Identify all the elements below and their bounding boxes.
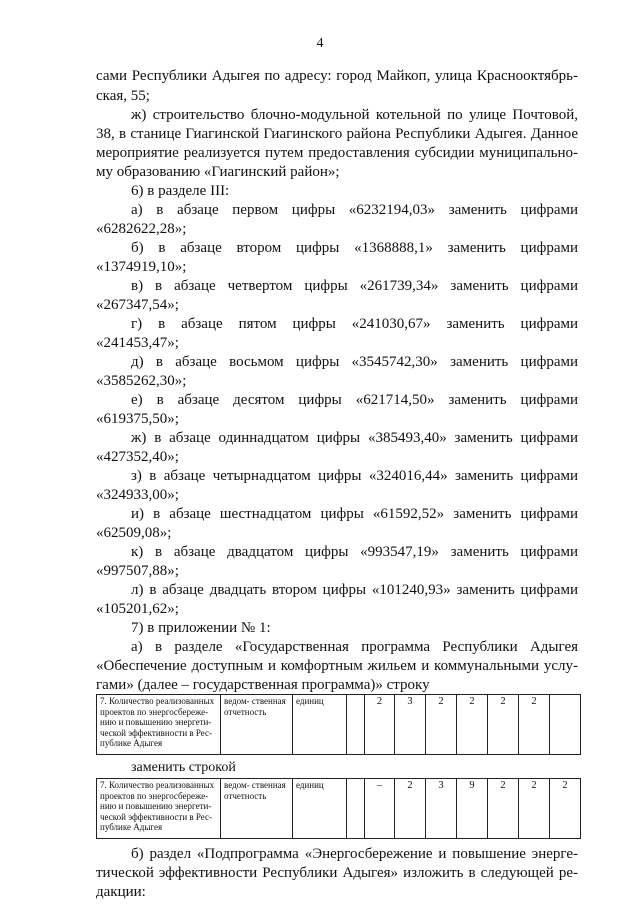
- text-line: ж) строительство блочно-модульной котельной по улице Почтовой,: [131, 107, 578, 123]
- value-cell: 2: [457, 695, 488, 755]
- blank-cell: [550, 695, 581, 755]
- text-line: «619375,50»;: [96, 411, 179, 427]
- unit-cell: единиц: [293, 779, 347, 839]
- text-line: «267347,54»;: [96, 297, 179, 313]
- value-cell: 2: [519, 695, 550, 755]
- text-line: му образованию «Гиагинский район»;: [96, 164, 340, 180]
- blank-cell: [347, 695, 365, 755]
- text-line: 6) в разделе III:: [131, 183, 230, 199]
- value-cell: 3: [395, 695, 426, 755]
- text-line: гами» (далее – государственная программа)» строку: [96, 677, 430, 693]
- text-line: «241453,47»;: [96, 335, 179, 351]
- text-line: дакции:: [96, 884, 146, 900]
- text-line: 38, в станице Гиагинской Гиагинского района Республики Адыгея. Данное: [96, 126, 578, 142]
- source-cell: ведом- ственная отчетность: [221, 695, 293, 755]
- text-line: «427352,40»;: [96, 449, 179, 465]
- text-line: б) раздел «Подпрограмма «Энергосбережение и повышение энерге-: [131, 846, 578, 862]
- text-line: з) в абзаце четырнадцатом цифры «324016,44» заменить цифрами: [131, 468, 578, 484]
- source-cell: ведом- ственная отчетность: [221, 779, 293, 839]
- text-line: г) в абзаце пятом цифры «241030,67» заменить цифрами: [131, 316, 578, 332]
- value-cell: 2: [488, 695, 519, 755]
- value-cell: 2: [550, 779, 581, 839]
- text-line: «62509,08»;: [96, 525, 172, 541]
- text-line: в) в абзаце четвертом цифры «261739,34» заменить цифрами: [131, 278, 578, 294]
- unit-cell: единиц: [293, 695, 347, 755]
- text-line: тической эффективности Республики Адыгея» изложить в следующей ре-: [96, 865, 578, 881]
- page-number: 4: [316, 36, 324, 51]
- blank-cell: [347, 779, 365, 839]
- table-old-row: [96, 694, 581, 755]
- value-cell: 9: [457, 779, 488, 839]
- text-line: «997507,88»;: [96, 563, 179, 579]
- text-line: сами Республики Адыгея по адресу: город Майкоп, улица Краснооктябрь-: [96, 68, 578, 84]
- indicator-name-cell: 7. Количество реализованных проектов по энергосбереже- нию и повышению энергети- ческой эффективности в Рес- публике Адыгея: [97, 695, 221, 755]
- table-row: [97, 779, 581, 839]
- replace-label: заменить строкой: [131, 760, 236, 775]
- table-row: [97, 695, 581, 755]
- text-line: ж) в абзаце одиннадцатом цифры «385493,40» заменить цифрами: [131, 430, 578, 446]
- text-line: «Обеспечение доступным и комфортным жильем и коммунальными услу-: [96, 658, 578, 674]
- text-line: е) в абзаце десятом цифры «621714,50» заменить цифрами: [131, 392, 578, 408]
- text-line: «105201,62»;: [96, 601, 179, 617]
- value-cell: 2: [365, 695, 395, 755]
- text-line: д) в абзаце восьмом цифры «3545742,30» заменить цифрами: [131, 354, 578, 370]
- text-line: мероприятие реализуется путем предоставления субсидии муниципально-: [96, 145, 578, 161]
- value-cell: 2: [426, 695, 457, 755]
- text-line: и) в абзаце шестнадцатом цифры «61592,52» заменить цифрами: [131, 506, 578, 522]
- text-line: 7) в приложении № 1:: [131, 620, 271, 636]
- value-cell: 2: [488, 779, 519, 839]
- value-cell: 3: [426, 779, 457, 839]
- value-cell: 2: [519, 779, 550, 839]
- value-cell: 2: [395, 779, 426, 839]
- text-line: л) в абзаце двадцать втором цифры «101240,93» заменить цифрами: [131, 582, 578, 598]
- text-line: «3585262,30»;: [96, 373, 187, 389]
- text-line: к) в абзаце двадцатом цифры «993547,19» заменить цифрами: [131, 544, 578, 560]
- text-line: «1374919,10»;: [96, 259, 187, 275]
- text-line: «324933,00»;: [96, 487, 179, 503]
- table-new-row: [96, 778, 581, 839]
- text-line: «6282622,28»;: [96, 221, 187, 237]
- text-line: ская, 55;: [96, 88, 150, 104]
- indicator-name-cell: 7. Количество реализованных проектов по энергосбереже- нию и повышению энергети- ческой эффективности в Рес- публике Адыгея: [97, 779, 221, 839]
- dash-cell: –: [365, 779, 395, 839]
- text-line: а) в абзаце первом цифры «6232194,03» заменить цифрами: [131, 202, 578, 218]
- text-line: а) в разделе «Государственная программа Республики Адыгея: [131, 639, 578, 655]
- text-line: б) в абзаце втором цифры «1368888,1» заменить цифрами: [131, 240, 578, 256]
